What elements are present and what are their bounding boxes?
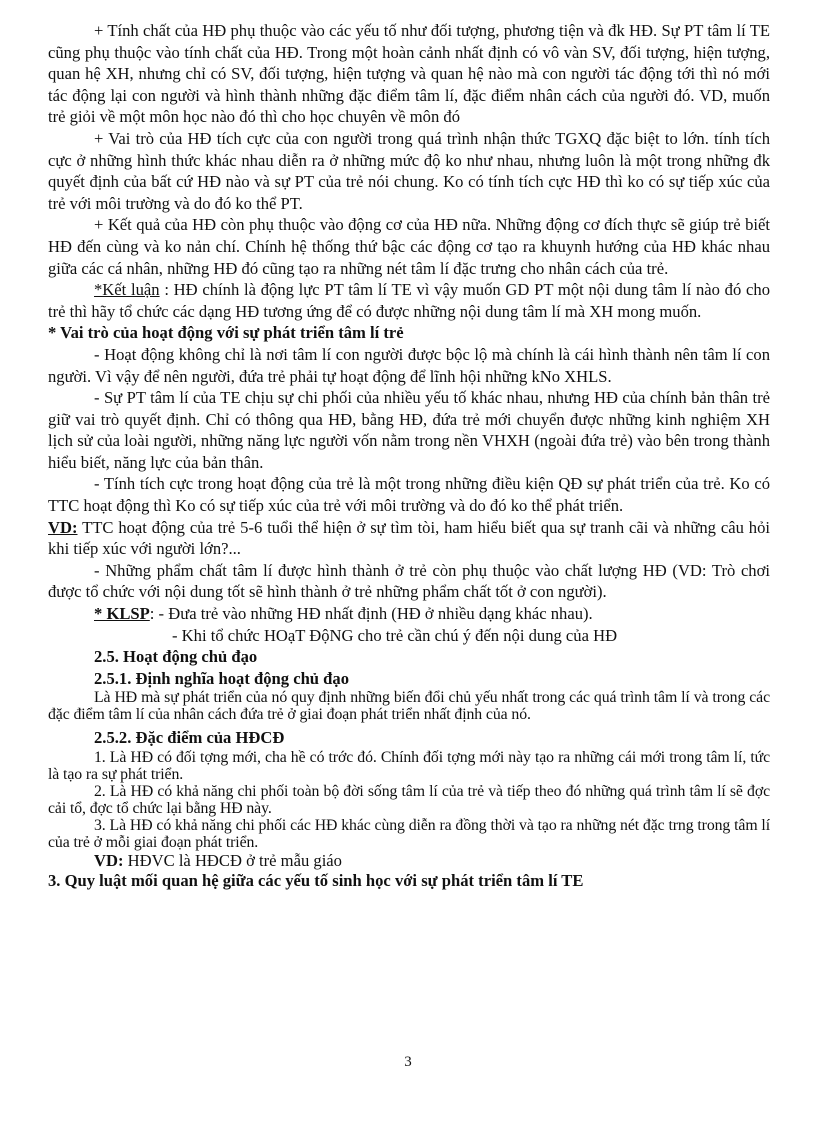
heading-2-5-1: [48, 668, 770, 690]
paragraph-klsp: [48, 603, 770, 625]
example-text: TTC hoạt động của trẻ 5-6 tuổi thể hiện ở sự tìm tòi, ham hiểu biết qua sự tranh cãi và những câu hỏi khi tiếp xúc với người lớn?...: [48, 517, 770, 559]
example-2-label: VD:: [94, 851, 124, 870]
paragraph-motivation: + Kết quả của HĐ còn phụ thuộc vào động cơ của HĐ nữa. Những động cơ đích thực sẽ giúp trẻ biết HĐ đến cùng và ko nản chí. Chính hệ thống thứ bậc các động cơ tạo ra khuynh hướng của HĐ khác nhau giữa các cá nhân, những HĐ đó cũng tạo ra những nét tâm lí đặc trưng cho nhân cách của trẻ.: [48, 215, 770, 278]
paragraph-decisive-role: - Sự PT tâm lí của TE chịu sự chi phối của nhiều yếu tố khác nhau, nhưng HĐ của chính bản thân trẻ giữ vai trò quyết định. Chỉ có thông qua HĐ, bằng HĐ, đứa trẻ mới chuyển được những kinh nghiệm XH lịch sử của loài người, những năng lực người vốn nằm trong nền VHXH (ngoài đứa trẻ) vào bên trong thành hiểu biết, năng lực của bản thân.: [48, 388, 770, 472]
paragraph-definition: Là HĐ mà sự phát triển của nó quy định những biến đổi chủ yếu nhất trong các quá trình tâm lí và trong các đặc điểm tâm lí của nhân cách đứa trẻ ở giai đoạn phát triển nhất định của nó.: [48, 689, 770, 724]
paragraph-example-2: [48, 851, 770, 870]
heading-3: 3. Quy luật mối quan hệ giữa các yếu tố sinh học với sự phát triển tâm lí TE: [48, 871, 584, 890]
heading-activity-role: * Vai trò của hoạt động với sự phát triển tâm lí trẻ: [48, 323, 404, 343]
paragraph-activity-forms: - Hoạt động không chỉ là nơi tâm lí con người được bộc lộ mà chính là cái hình thành nên tâm lí con người. Vì vậy để nên người, đứa trẻ phải tự hoạt động để lĩnh hội những kNo XHLS.: [48, 344, 770, 386]
paragraph-feature-1: 1. Là HĐ có đối tợng mới, cha hề có trớc đó. Chính đối tợng mới này tạo ra những cái mới trong tâm lí, tức là tạo ra sự phát triển.: [48, 749, 770, 783]
paragraph-active-role: + Vai trò của HĐ tích cực của con người trong quá trình nhận thức TGXQ đặc biệt to lớn. tính tích cực ở những hình thức khác nhau diễn ra ở những mức độ ko như nhau, nhưng luôn là một trong những đk quyết định của bất cứ HĐ nào và sự PT của trẻ nói chung. Ko có tính tích cực HĐ thì ko có sự tiếp xúc của trẻ với môi trường và do đó ko thể PT.: [48, 128, 770, 213]
paragraph-conclusion: [48, 279, 770, 322]
klsp-text: : - Đưa trẻ vào những HĐ nhất định (HĐ ở nhiều dạng khác nhau).: [149, 604, 593, 624]
conclusion-label: *Kết luận: [94, 280, 160, 300]
example-2-text: HĐVC là HĐCĐ ở trẻ mẫu giáo: [123, 851, 342, 870]
paragraph-feature-3: 3. Là HĐ có khả năng chi phối các HĐ khác cùng diễn ra đồng thời và tạo ra những nét đặc trng trong tâm lí của trẻ ở mỗi giai đoạn phát triển.: [48, 817, 770, 851]
document-page: [48, 20, 770, 892]
heading-2-5-1-rest: hoạt động chủ đạo: [214, 668, 349, 688]
heading-2-5-2: 2.5.2. Đặc điểm của HĐCĐ: [94, 728, 285, 748]
paragraph-qualities: - Những phẩm chất tâm lí được hình thành ở trẻ còn phụ thuộc vào chất lượng HĐ (VD: Trò chơi được tổ chức với nội dung tốt sẽ hình thành ở trẻ những phẩm chất tốt ở con người).: [48, 560, 770, 602]
heading-2-5-1-num: 2.5.1. Định nghĩa: [94, 668, 215, 688]
paragraph-feature-2: 2. Là HĐ có khả năng chi phối toàn bộ đời sống tâm lí của trẻ và tiếp theo đó những quá trình tâm lí sẽ đợc cải tổ, đợc tổ chức lại bằng HĐ này.: [48, 783, 770, 817]
heading-2-5: 2.5. Hoạt động chủ đạo: [94, 647, 258, 667]
paragraph-klsp-2: - Khi tổ chức HOạT ĐộNG cho trẻ cần chú ý đến nội dung của HĐ: [172, 625, 618, 645]
paragraph-activity-nature: + Tính chất của HĐ phụ thuộc vào các yếu tố như đối tượng, phương tiện và đk HĐ. Sự PT tâm lí TE cũng phụ thuộc vào tính chất của HĐ. Trong một hoàn cảnh nhất định có vô vàn SV, đối tượng, hiện tượng, quan hệ XH, nhưng chỉ có SV, đối tượng, hiện tượng và quan hệ nào mà con người tác động tới thì nó mới tác động lại con người và hình thành những đặc điểm tâm lí, đặc điểm nhân cách của người đó. VD, muốn trẻ giỏi về một môn học nào đó thì cho học chuyên về môn đó: [48, 21, 770, 127]
paragraph-activeness: - Tính tích cực trong hoạt động của trẻ là một trong những điều kiện QĐ sự phát triển của trẻ. Ko có TTC hoạt động thì Ko có sự tiếp xúc của trẻ với môi trường và do đó ko thể phát triển.: [48, 474, 770, 516]
page-number: 3: [404, 1054, 412, 1070]
klsp-label: * KLSP: [94, 604, 150, 624]
paragraph-example: [48, 517, 770, 560]
conclusion-text: : HĐ chính là động lực PT tâm lí TE vì vậy muốn GD PT một nội dung tâm lí nào đó cho trẻ thì hãy tổ chức các dạng HĐ tương ứng để có được những nội dung tâm lí mà XH mong muốn.: [48, 280, 770, 321]
example-label: VD:: [48, 517, 78, 537]
